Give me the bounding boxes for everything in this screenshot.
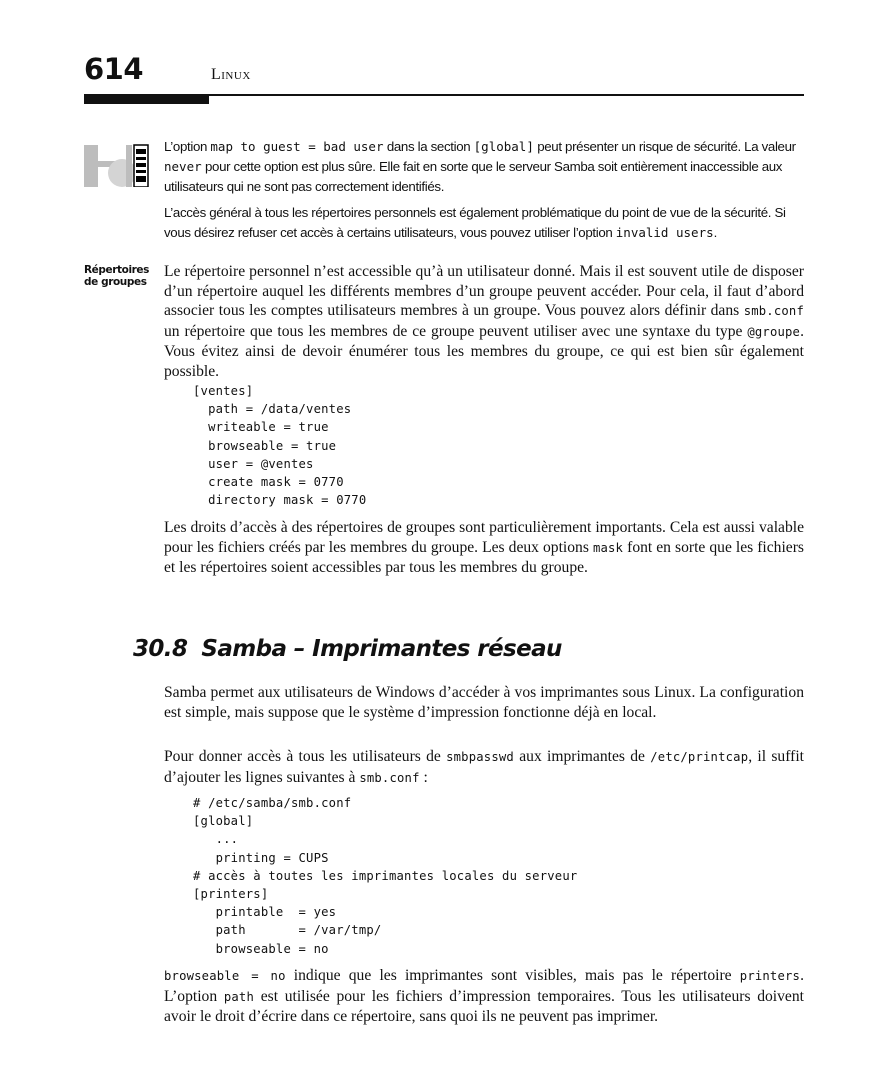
text-run: Le répertoire personnel n’est accessible qu’à un utilisateur donné. Mais il est souvent utile de disposer d’un répertoire auquel les différents membres d’un groupe peuvent accéder. Pour cela, il faut d’abord associer tous les comptes utilisateurs membres à un groupe. Vous pouvez alors définir dans <box>164 263 804 320</box>
inline-code: [global] <box>473 139 534 154</box>
inline-code: smbpasswd <box>446 750 514 764</box>
inline-code: map to guest = bad user <box>210 139 384 154</box>
text-run: , il suffit d’ajouter les lignes suivantes à <box>164 748 804 786</box>
text-run: Pour donner accès à tous les utilisateurs de <box>164 748 447 765</box>
text-run: peut présenter un risque de sécurité. La valeur <box>533 139 796 154</box>
text-run: Samba permet aux utilisateurs de Windows d’accéder à vos imprimantes sous Linux. La configuration est simple, mais suppose que le système d’impression fonctionne déjà en local. <box>164 684 804 721</box>
code-block-ventes: [ventes] path = /data/ventes writeable = true browseable = true user = @ventes create mask = 0770 directory mask = 0770 <box>193 384 367 508</box>
page-number: 614 <box>84 52 144 86</box>
text-run: est utilisée pour les fichiers d’impression temporaires. Tous les utilisateurs doivent avoir le droit d’écrire dans ce répertoire, sans quoi ils ne peuvent pas imprimer. <box>164 987 804 1026</box>
margin-label-group-directories: Répertoires de groupes <box>84 264 150 288</box>
paragraph-group-directories <box>164 262 804 382</box>
running-head-title: Linux <box>211 66 251 83</box>
text-run: pour cette option est plus sûre. Elle fait en sorte que le serveur Samba soit entièrement inaccessible aux utilisateurs qui ne sont pas correctement identifiés. <box>164 159 783 194</box>
paragraph-access-rights <box>164 518 804 578</box>
text-run: : <box>419 768 428 786</box>
inline-code: smb.conf <box>743 304 804 319</box>
text-run: font en sorte que les fichiers et les répertoires soient accessibles par tous les membres du groupe. <box>164 538 804 577</box>
header-rule-thick <box>84 94 209 104</box>
paragraph-samba-printers-intro <box>164 683 804 722</box>
paragraph-printer-access <box>164 747 804 788</box>
inline-code: invalid users <box>615 225 714 240</box>
text-run: aux imprimantes de <box>513 748 651 765</box>
text-run: . L’option <box>164 967 804 1005</box>
text-run: . <box>713 225 717 240</box>
section-number: 30.8 <box>133 636 188 662</box>
text-run: L’accès général à tous les répertoires personnels est également problématique du point de vue de la sécurité. Si vous désirez refuser cet accès à certains utilisateurs, vous pouvez utiliser l’option <box>164 205 786 240</box>
section-heading <box>133 636 562 662</box>
security-note-paragraph-1 <box>164 137 804 197</box>
inline-code: path <box>223 989 254 1004</box>
text-run: dans la section <box>383 139 474 154</box>
inline-code: printers <box>739 969 801 983</box>
text-run: L’option <box>164 139 211 154</box>
warning-note-icon <box>84 139 156 187</box>
paragraph-browseable-explanation <box>164 966 804 1027</box>
text-run: . Vous évitez ainsi de devoir énumérer tous les membres du groupe, ce qui est bien sûr également possible. <box>164 322 804 380</box>
inline-code: mask <box>592 540 624 555</box>
code-block-smb-conf: # /etc/samba/smb.conf [global] ... printing = CUPS # accès à toutes les imprimantes locales du serveur [printers] printable = yes path = /var/tmp/ browseable = no <box>193 796 578 956</box>
inline-code: browseable = no <box>164 969 286 983</box>
inline-code: /etc/printcap <box>650 750 749 764</box>
text-run: un répertoire que tous les membres de ce groupe peuvent utiliser avec une syntaxe du type <box>164 322 748 340</box>
security-note-paragraph-2 <box>164 203 804 243</box>
text-run: indique que les imprimantes sont visibles, mais pas le répertoire <box>285 967 740 984</box>
inline-code: never <box>164 159 202 174</box>
section-title: Samba – Imprimantes réseau <box>201 636 562 662</box>
inline-code: @groupe <box>747 324 801 339</box>
text-run: Les droits d’accès à des répertoires de groupes sont particulièrement importants. Cela est aussi valable pour les fichiers créés par les membres du groupe. Les deux options <box>164 519 804 556</box>
inline-code: smb.conf <box>359 770 420 785</box>
